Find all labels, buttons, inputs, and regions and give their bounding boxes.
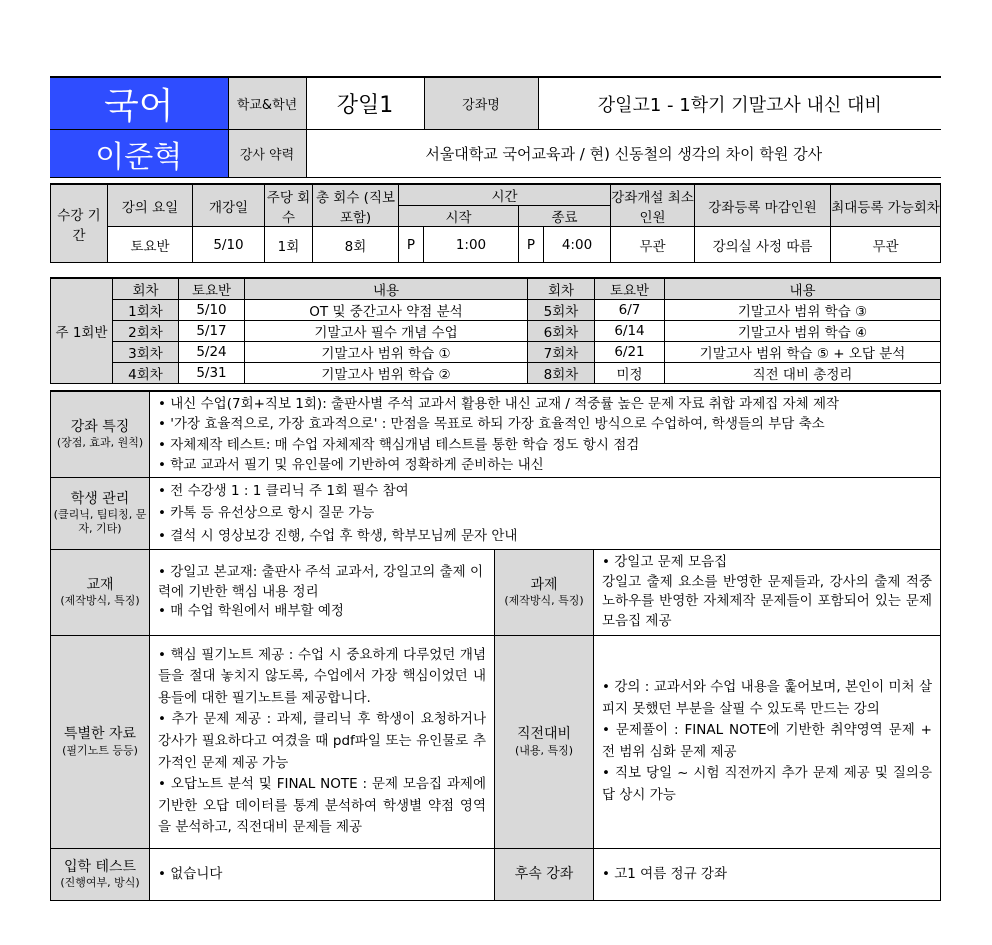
session-date: 미정 xyxy=(595,363,665,384)
content-header-right: 내용 xyxy=(665,278,941,300)
session-date: 5/10 xyxy=(179,300,245,321)
list-item: • 핵심 필기노트 제공 : 수업 시 중요하게 다루었던 개념들을 절대 놓치지 않도록, 수업에서 가장 핵심이었던 내용들에 대한 필기노트를 제공합니다. xyxy=(158,646,486,706)
weekly-label: 주 1회반 xyxy=(51,278,113,384)
homework-title: 과제 xyxy=(530,576,558,593)
session-label: 4회차 xyxy=(113,363,179,384)
entrance-test-label xyxy=(51,848,150,900)
homework-list xyxy=(594,549,941,635)
management-list xyxy=(150,478,941,550)
start-ampm: P xyxy=(399,227,424,263)
session-header-right: 회차 xyxy=(528,278,595,300)
max-sessions-header: 최대등록 가능회차 xyxy=(831,184,941,227)
total-header: 총 회수 (직보포함) xyxy=(313,184,399,227)
session-label: 6회차 xyxy=(528,321,595,342)
start-time: 1:00 xyxy=(424,227,519,263)
list-item: • 오답노트 분석 및 FINAL NOTE : 문제 모음집 과제에 기반한 오답 데이터를 통계 분석하여 학생별 약점 영역을 분석하고, 직전대비 문제들 제공 xyxy=(158,776,486,836)
period-label: 수강 기간 xyxy=(51,184,108,263)
session-date: 5/24 xyxy=(179,342,245,363)
special-title: 특별한 자료 xyxy=(63,726,137,743)
list-item: • 문제풀이 : FINAL NOTE에 기반한 취약영역 문제 + 전 범위 심화 문제 제공 xyxy=(602,722,932,760)
follow-up-title: 후속 강좌 xyxy=(514,865,574,882)
list-item: • 내신 수업(7회+직보 1회): 출판사별 주석 교과서 활용한 내신 교재 / 적중률 높은 문제 자료 취합 과제집 자체 제작 xyxy=(158,396,840,412)
session-content: 기말고사 범위 학습 ② xyxy=(245,363,528,384)
day-header: 강의 요일 xyxy=(108,184,193,227)
list-item: • 자체제작 테스트: 매 수업 자체제작 핵심개념 테스트를 통한 학습 정도 항시 점검 xyxy=(158,436,640,453)
list-item: • 강일고 본교재: 출판사 주석 교과서, 강일고의 출제 이력에 기반한 핵심 내용 정리 xyxy=(158,563,483,600)
textbook-label xyxy=(51,549,150,635)
homework-label xyxy=(495,549,594,635)
session-content: 기말고사 필수 개념 수업 xyxy=(245,321,528,342)
table-row xyxy=(51,363,941,384)
session-content: 기말고사 범위 학습 ⑤ + 오답 분석 xyxy=(665,342,941,363)
special-subtitle: (필기노트 등등) xyxy=(62,743,138,757)
subject: 국어 xyxy=(50,77,228,130)
min-students-value: 무관 xyxy=(611,227,695,263)
textbook-subtitle: (제작방식, 특징) xyxy=(60,594,140,608)
session-header-left: 회차 xyxy=(113,278,179,300)
management-label xyxy=(51,478,150,550)
class-header-right: 토요반 xyxy=(595,278,665,300)
day-value: 토요반 xyxy=(108,227,193,263)
list-item: • '가장 효율적으로, 가장 효과적으로' : 만점을 목표로 하되 가장 효율적인 방식으로 수업하여, 학생들의 부담 축소 xyxy=(158,416,825,433)
per-week-value: 1회 xyxy=(265,227,313,263)
special-list xyxy=(150,635,495,848)
list-item: • 전 수강생 1 : 1 클리닉 주 1회 필수 참여 xyxy=(158,483,409,499)
entrance-test-title: 입학 테스트 xyxy=(63,858,137,875)
session-date: 6/7 xyxy=(595,300,665,321)
final-prep-title: 직전대비 xyxy=(516,726,572,743)
follow-up-label xyxy=(495,848,594,900)
entrance-test-subtitle: (진행여부, 방식) xyxy=(60,876,140,890)
weekly-plan-table xyxy=(50,277,941,384)
session-label: 5회차 xyxy=(528,300,595,321)
management-title: 학생 관리 xyxy=(70,490,130,507)
session-content: 기말고사 범위 학습 ③ xyxy=(665,300,941,321)
list-item: 강일고 출제 요소를 반영한 문제들과, 강사의 출제 적중 노하우를 반영한 자체제작 문제들이 포함되어 있는 문제 모음집 제공 xyxy=(602,573,932,629)
table-row xyxy=(51,342,941,363)
schedule-table xyxy=(50,183,941,263)
features-subtitle: (장점, 효과, 원칙) xyxy=(56,436,144,450)
school-grade-label: 학교&학년 xyxy=(228,77,306,130)
time-end-header: 종료 xyxy=(519,206,611,227)
end-time: 4:00 xyxy=(544,227,611,263)
management-subtitle: (클리닉, 팀티칭, 문자, 기타) xyxy=(53,508,147,536)
teacher-career: 서울대학교 국어교육과 / 현) 신동철의 생각의 차이 학원 강사 xyxy=(306,130,941,178)
teacher-name: 이준혁 xyxy=(50,130,228,178)
session-label: 8회차 xyxy=(528,363,595,384)
course-name: 강일고1 - 1학기 기말고사 내신 대비 xyxy=(538,77,941,130)
special-label xyxy=(51,635,150,848)
session-content: 직전 대비 총정리 xyxy=(665,363,941,384)
session-date: 5/17 xyxy=(179,321,245,342)
class-header-left: 토요반 xyxy=(179,278,245,300)
deadline-value: 강의실 사정 따름 xyxy=(695,227,831,263)
session-label: 1회차 xyxy=(113,300,179,321)
list-item: • 카톡 등 유선상으로 항시 질문 가능 xyxy=(158,505,375,522)
list-item: • 매 수업 학원에서 배부할 예정 xyxy=(158,603,344,620)
textbook-title: 교재 xyxy=(86,576,114,593)
final-prep-list xyxy=(594,635,941,848)
course-name-label: 강좌명 xyxy=(424,77,538,130)
entrance-test-value: • 없습니다 xyxy=(150,848,495,900)
course-details-table xyxy=(50,390,941,901)
final-prep-label xyxy=(495,635,594,848)
list-item: • 강일고 문제 모음집 xyxy=(602,554,728,571)
list-item: • 직보 당일 ~ 시험 직전까지 추가 문제 제공 및 질의응답 상시 가능 xyxy=(602,765,932,803)
session-content: OT 및 중간고사 약점 분석 xyxy=(245,300,528,321)
session-content: 기말고사 범위 학습 ④ xyxy=(665,321,941,342)
session-label: 2회차 xyxy=(113,321,179,342)
session-date: 6/21 xyxy=(595,342,665,363)
per-week-header: 주당 회수 xyxy=(265,184,313,227)
session-label: 3회차 xyxy=(113,342,179,363)
time-header: 시간 xyxy=(399,184,611,206)
min-students-header: 강좌개설 최소인원 xyxy=(611,184,695,227)
time-start-header: 시작 xyxy=(399,206,519,227)
session-label: 7회차 xyxy=(528,342,595,363)
homework-subtitle: (제작방식, 특징) xyxy=(504,594,584,608)
table-row xyxy=(51,321,941,342)
career-label: 강사 약력 xyxy=(228,130,306,178)
table-row xyxy=(51,300,941,321)
total-value: 8회 xyxy=(313,227,399,263)
session-content: 기말고사 범위 학습 ① xyxy=(245,342,528,363)
list-item: • 추가 문제 제공 : 과제, 클리닉 후 학생이 요청하거나 강사가 필요하다고 여겼을 때 pdf파일 또는 유인물로 추가적인 문제 제공 가능 xyxy=(158,711,486,771)
start-date-value: 5/10 xyxy=(193,227,265,263)
start-date-header: 개강일 xyxy=(193,184,265,227)
end-ampm: P xyxy=(519,227,544,263)
list-item: • 학교 교과서 필기 및 유인물에 기반하여 정확하게 준비하는 내신 xyxy=(158,456,544,473)
deadline-header: 강좌등록 마감인원 xyxy=(695,184,831,227)
header-table xyxy=(50,76,941,178)
follow-up-value: • 고1 여름 정규 강좌 xyxy=(594,848,941,900)
features-title: 강좌 특징 xyxy=(70,418,130,435)
textbook-list xyxy=(150,549,495,635)
features-label xyxy=(51,391,150,478)
max-sessions-value: 무관 xyxy=(831,227,941,263)
list-item: • 강의 : 교과서와 수업 내용을 훑어보며, 본인이 미처 살피지 못했던 부분을 살필 수 있도록 만드는 강의 xyxy=(602,679,932,717)
session-date: 6/14 xyxy=(595,321,665,342)
school-value: 강일1 xyxy=(306,77,424,130)
features-list xyxy=(150,391,941,478)
final-prep-subtitle: (내용, 특징) xyxy=(514,743,574,757)
list-item: • 결석 시 영상보강 진행, 수업 후 학생, 학부모님께 문자 안내 xyxy=(158,527,518,544)
content-header-left: 내용 xyxy=(245,278,528,300)
session-date: 5/31 xyxy=(179,363,245,384)
